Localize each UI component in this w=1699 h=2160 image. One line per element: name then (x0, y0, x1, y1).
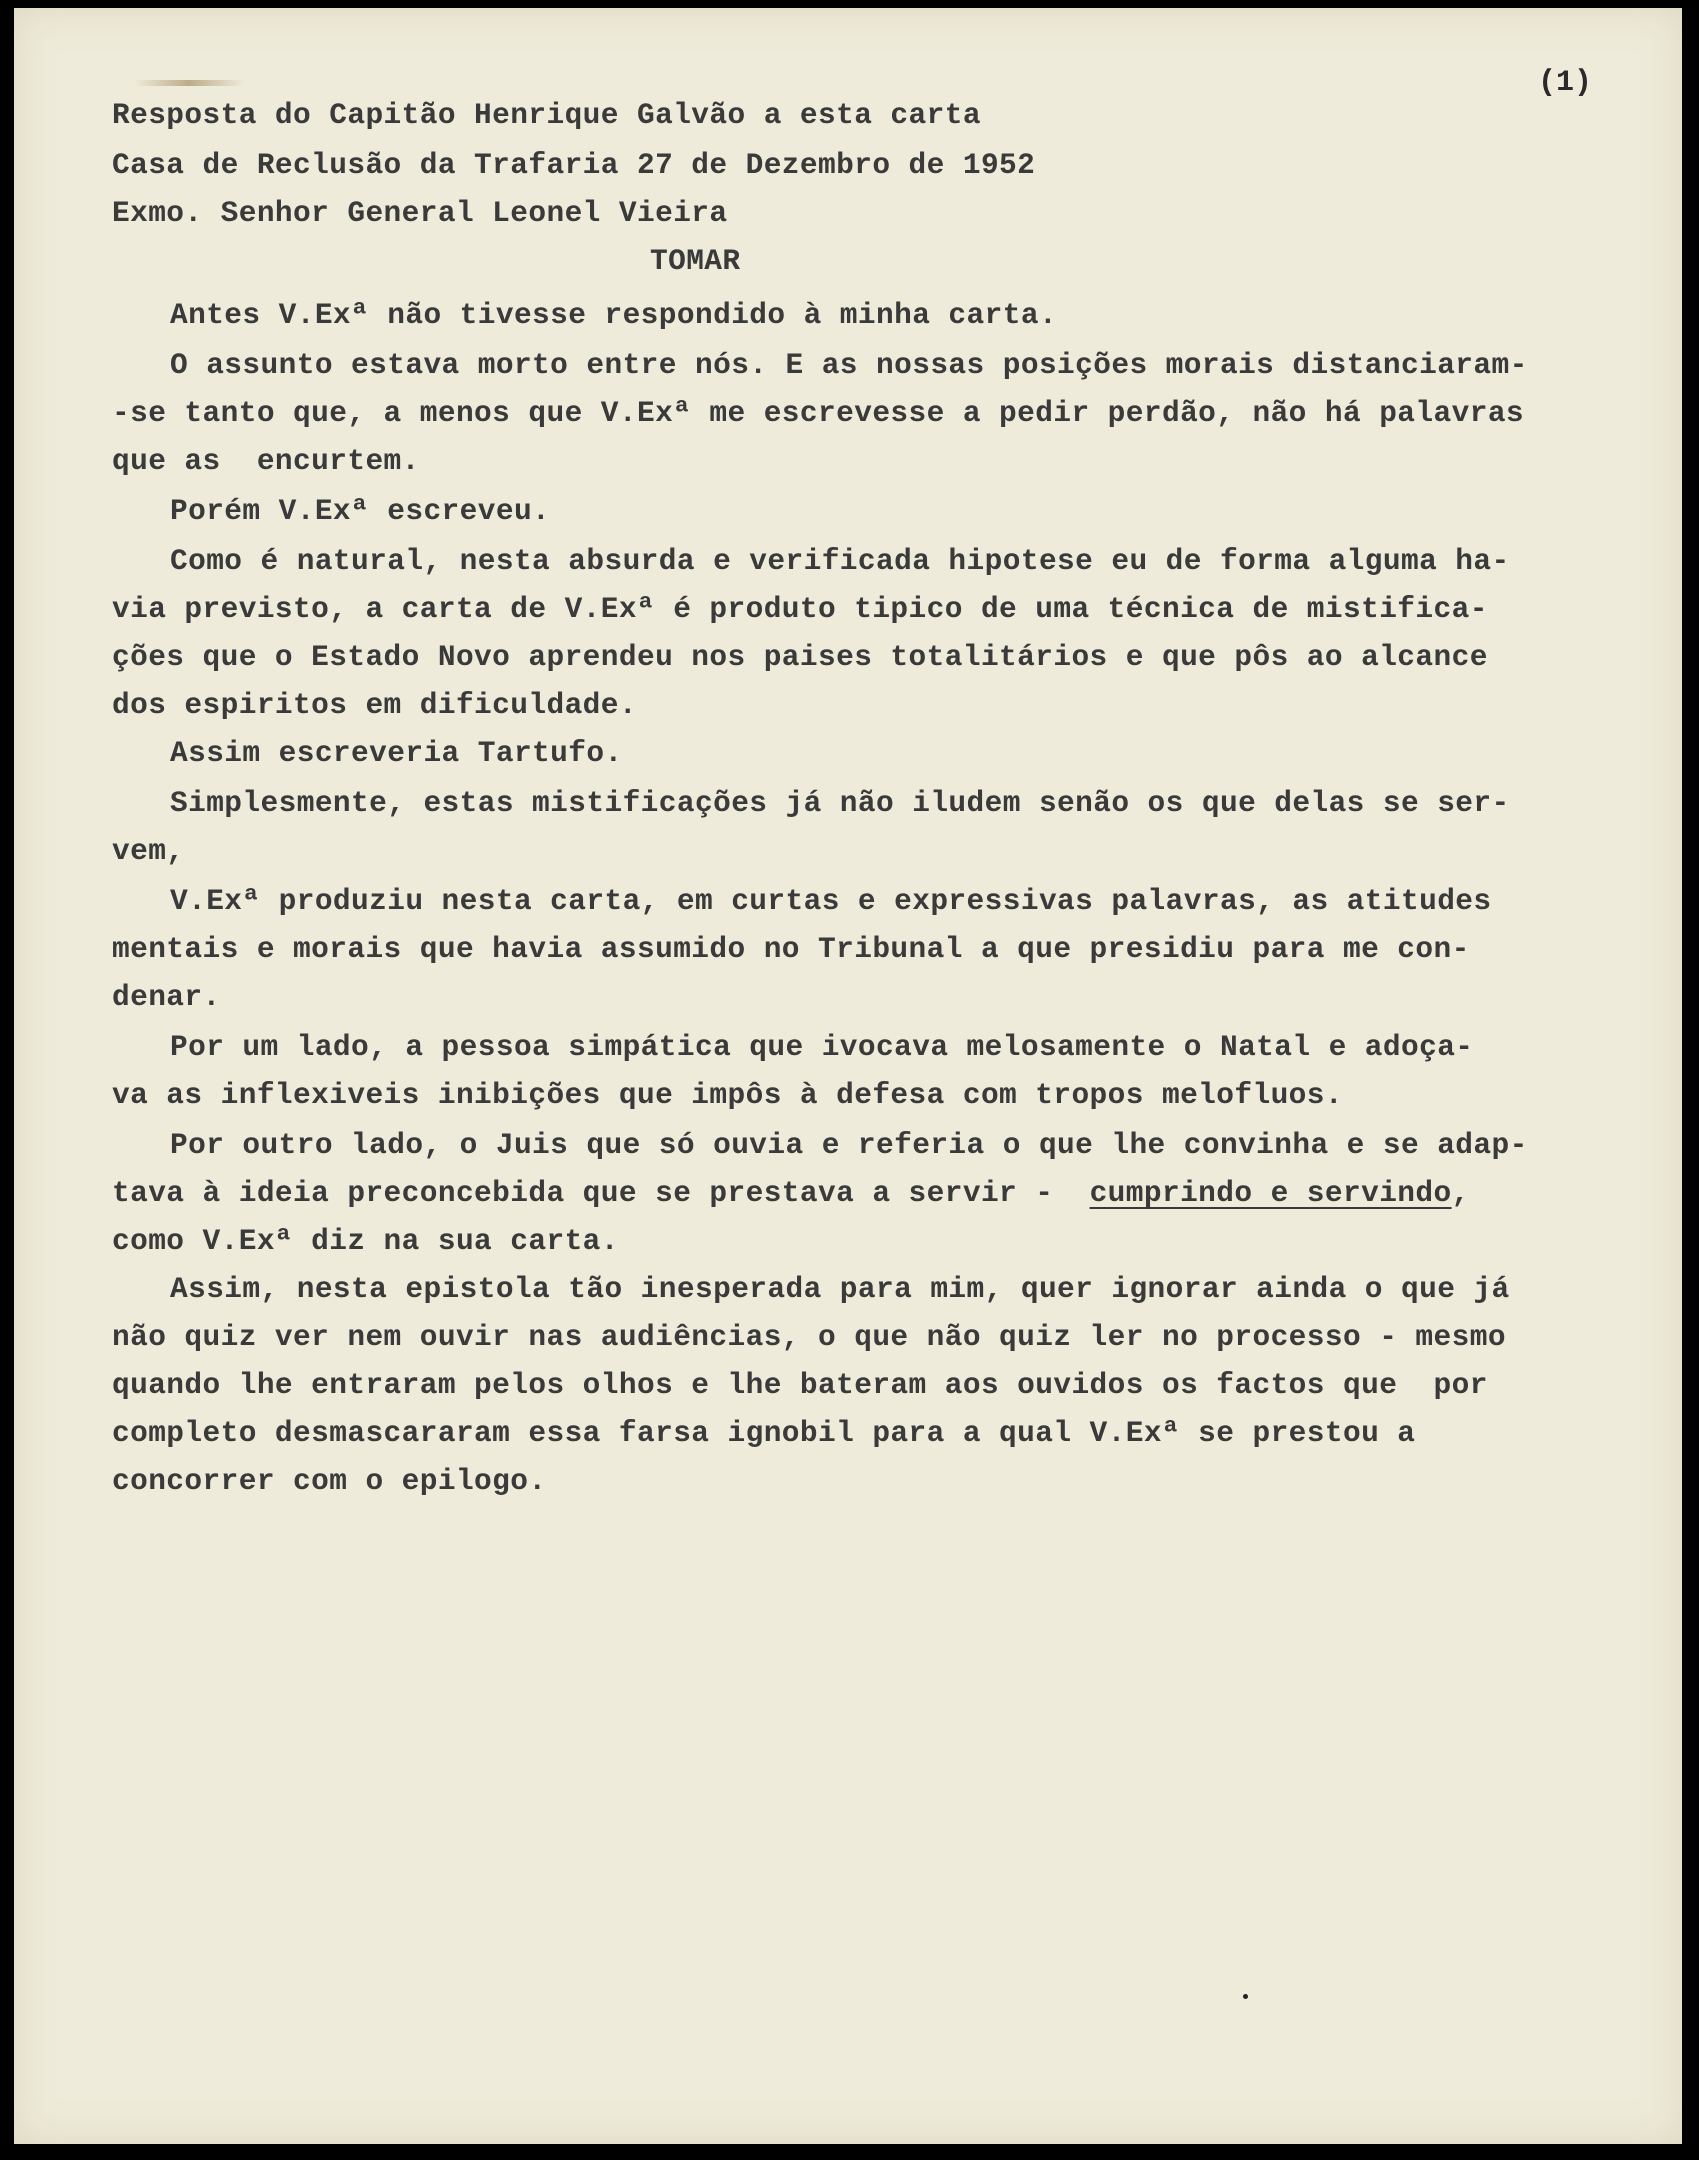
paragraph-line: denar. (112, 980, 221, 1014)
paragraph-line: vem, (112, 834, 185, 868)
letter-place-date: Casa de Reclusão da Trafaria 27 de Dezembro de 1952 (112, 148, 1036, 182)
letter-addressee: Exmo. Senhor General Leonel Vieira (112, 196, 728, 230)
paragraph-line: Simplesmente, estas mistificações já não iludem senão os que delas se ser- (170, 786, 1510, 820)
paragraph-line: Antes V.Exª não tivesse respondido à minha carta. (170, 298, 1058, 332)
underlined-phrase: cumprindo e servindo (1089, 1176, 1452, 1210)
paragraph-line: Assim, nesta epistola tão inesperada para mim, quer ignorar ainda o que já (170, 1272, 1510, 1306)
paragraph-line: como V.Exª diz na sua carta. (112, 1224, 619, 1258)
paragraph-line (112, 1176, 1470, 1210)
paragraph-line: mentais e morais que havia assumido no Tribunal a que presidiu para me con- (112, 932, 1470, 966)
letter-city: TOMAR (650, 244, 741, 278)
paragraph-line: va as inflexiveis inibições que impôs à defesa com tropos melofluos. (112, 1078, 1343, 1112)
paragraph-line: Assim escreveria Tartufo. (170, 736, 623, 770)
paragraph-line: concorrer com o epilogo. (112, 1464, 547, 1498)
line-text: tava à ideia preconcebida que se prestava a servir - (112, 1176, 1090, 1210)
paragraph-line: não quiz ver nem ouvir nas audiências, o que não quiz ler no processo - mesmo (112, 1320, 1506, 1354)
page-number: (1) (1537, 66, 1592, 100)
paragraph-line: via previsto, a carta de V.Exª é produto tipico de uma técnica de mistifica- (112, 592, 1488, 626)
ink-speck (1243, 1994, 1248, 1999)
paragraph-line: -se tanto que, a menos que V.Exª me escrevesse a pedir perdão, não há palavras (112, 396, 1525, 430)
paragraph-line: O assunto estava morto entre nós. E as nossas posições morais distanciaram- (170, 348, 1528, 382)
paragraph-line: quando lhe entraram pelos olhos e lhe bateram aos ouvidos os factos que por (112, 1368, 1488, 1402)
paragraph-line: completo desmascararam essa farsa ignobil para a qual V.Exª se prestou a (112, 1416, 1416, 1450)
line-punctuation: , (1451, 1176, 1470, 1210)
paper-fold-mark (134, 80, 244, 86)
paragraph-line: Por um lado, a pessoa simpática que ivocava melosamente o Natal e adoça- (170, 1030, 1474, 1064)
typed-letter-page (14, 8, 1682, 2144)
paragraph-line: ções que o Estado Novo aprendeu nos paises totalitários e que pôs ao alcance (112, 640, 1488, 674)
paragraph-line: Porém V.Exª escreveu. (170, 494, 551, 528)
paragraph-line: Por outro lado, o Juis que só ouvia e referia o que lhe convinha e se adap- (170, 1128, 1528, 1162)
paragraph-line: V.Exª produziu nesta carta, em curtas e expressivas palavras, as atitudes (170, 884, 1492, 918)
letter-heading: Resposta do Capitão Henrique Galvão a esta carta (112, 98, 981, 132)
paragraph-line: que as encurtem. (112, 444, 420, 478)
paragraph-line: Como é natural, nesta absurda e verificada hipotese eu de forma alguma ha- (170, 544, 1510, 578)
paragraph-line: dos espiritos em dificuldade. (112, 688, 637, 722)
